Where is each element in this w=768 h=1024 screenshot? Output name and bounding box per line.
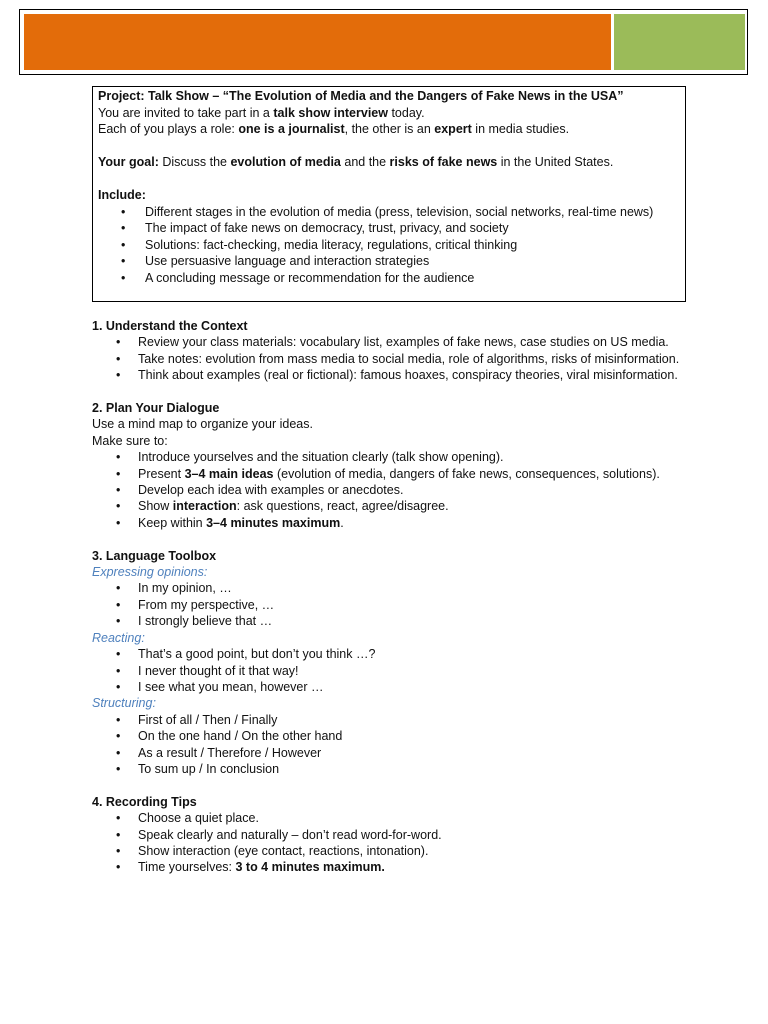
list-item: • To sum up / In conclusion [92,761,692,777]
opinions-list [92,580,692,629]
project-box [92,86,686,302]
list-item: • Present 3–4 main ideas (evolution of media, dangers of fake news, consequences, solutions). [92,466,692,482]
list-item: • Develop each idea with examples or anecdotes. [92,482,692,498]
recording-list [92,810,692,876]
context-list [92,334,692,383]
paragraph: Make sure to: [92,433,168,448]
header-banner [19,9,748,75]
list-item: • Introduce yourselves and the situation clearly (talk show opening). [92,449,692,465]
project-goal: Your goal: Discuss the evolution of media and the risks of fake news in the United States. [98,155,614,169]
banner-orange-block [24,14,611,70]
list-item: • I see what you mean, however … [92,679,692,695]
section-heading: 3. Language Toolbox [92,548,217,563]
list-item: • Review your class materials: vocabulary list, examples of fake news, case studies on US media. [92,334,692,350]
list-item: • That’s a good point, but don’t you think …? [92,646,692,662]
include-label: Include: [98,188,146,202]
subheading-opinions: Expressing opinions: [92,565,208,580]
list-item: • Use persuasive language and interaction strategies [98,253,680,270]
project-roles: Each of you plays a role: one is a journalist, the other is an expert in media studies. [98,122,570,136]
project-invite: You are invited to take part in a talk show interview today. [98,105,425,120]
structuring-list [92,712,692,778]
include-list [98,204,680,287]
section-heading: 2. Plan Your Dialogue [92,401,220,416]
list-item: • Choose a quiet place. [92,810,692,826]
list-item: • I never thought of it that way! [92,663,692,679]
list-item: • Think about examples (real or fictional): famous hoaxes, conspiracy theories, viral misinformation. [92,367,692,383]
list-item: • Show interaction (eye contact, reactions, intonation). [92,843,692,859]
paragraph: Use a mind map to organize your ideas. [92,417,313,432]
list-item: • Time yourselves: 3 to 4 minutes maximum. [92,859,692,875]
list-item: • Different stages in the evolution of media (press, television, social networks, real-time news) [98,204,680,221]
list-item: • Speak clearly and naturally – don’t read word-for-word. [92,827,692,843]
list-item: • On the one hand / On the other hand [92,728,692,744]
list-item: • In my opinion, … [92,580,692,596]
list-item: • Solutions: fact-checking, media literacy, regulations, critical thinking [98,237,680,254]
dialogue-list [92,449,692,531]
list-item: • Keep within 3–4 minutes maximum. [92,515,692,531]
list-item: • As a result / Therefore / However [92,745,692,761]
section-heading: 4. Recording Tips [92,794,197,809]
banner-green-block [614,14,745,70]
document-body [92,318,692,876]
project-title: Project: Talk Show – “The Evolution of Media and the Dangers of Fake News in the USA” [98,89,624,103]
list-item: • A concluding message or recommendation for the audience [98,270,680,287]
list-item: • From my perspective, … [92,597,692,613]
list-item: • Show interaction: ask questions, react, agree/disagree. [92,498,692,514]
list-item: • I strongly believe that … [92,613,692,629]
list-item: • Take notes: evolution from mass media to social media, role of algorithms, risks of misinformation. [92,351,692,367]
reacting-list [92,646,692,695]
list-item: • First of all / Then / Finally [92,712,692,728]
list-item: • The impact of fake news on democracy, trust, privacy, and society [98,220,680,237]
section-heading: 1. Understand the Context [92,319,248,333]
subheading-structuring: Structuring: [92,696,156,711]
subheading-reacting: Reacting: [92,630,145,645]
